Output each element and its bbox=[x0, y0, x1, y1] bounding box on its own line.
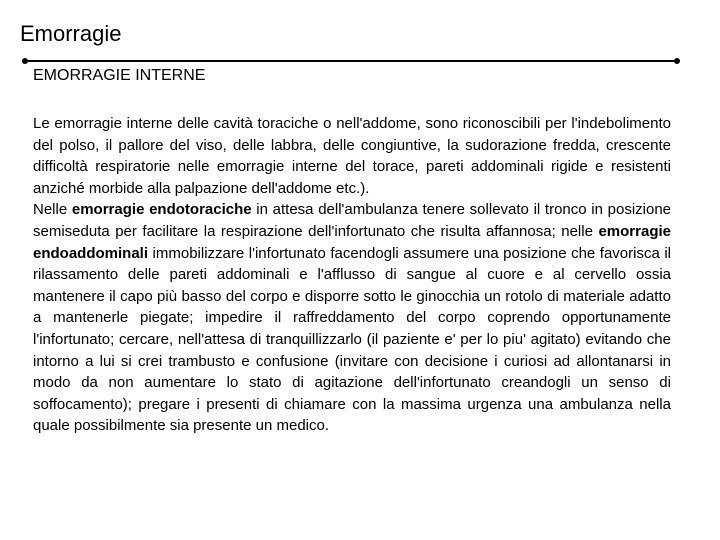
divider-dot-right bbox=[674, 58, 680, 64]
section-heading: EMORRAGIE INTERNE bbox=[33, 67, 206, 84]
title-divider bbox=[22, 58, 680, 64]
bold-term-endotoraciche: emorragie endotoraciche bbox=[71, 201, 252, 219]
paragraph-2-text-2: in attesa dell'ambulanza tenere sollevato il tronco in posizione semiseduta per facilitare la respirazione dell'infortunato che risulta affannosa; nelle bbox=[33, 201, 672, 240]
divider-line bbox=[25, 60, 677, 62]
slide-title: Emorragie bbox=[20, 21, 122, 46]
paragraph-2 bbox=[33, 199, 671, 437]
paragraph-2-text-1: Nelle bbox=[33, 201, 72, 219]
paragraph-2-text-3: immobilizzare l'infortunato facendogli assumere una posizione che favorisca il rilassamento delle pareti addominali e l'afflusso di sangue al cuore e al cervello ossia mantenere il capo più basso del corpo e disporre sotto le ginocchia un rotolo di materiale adatto a mantenerle piegate; impedire il raffreddamento del corpo coprendo opportunamente l'infortunato; cercare, nell'attesa di tranquillizzarlo (il paziente e' per lo piu' agitato) evitando che intorno a lui si crei trambusto e confusione (invitare con decisione i curiosi ad allontanarsi in modo da non aumentare lo stato di agitazione dell'infortunato creandogli un senso di soffocamento); pregare i presenti di chiamare con la massima urgenza una ambulanza nella quale possibilmente sia presente un medico. bbox=[33, 244, 671, 435]
paragraph-1: Le emorragie interne delle cavità toraciche o nell'addome, sono riconoscibili per l'indebolimento del polso, il pallore del viso, delle labbra, delle congiuntive, la sudorazione fredda, crescente difficoltà respiratorie nelle emorragie interne del torace, pareti addominali rigide e resistenti anziché morbide alla palpazione dell'addome etc.). bbox=[33, 115, 671, 197]
body-text bbox=[33, 113, 671, 437]
divider-dot-left bbox=[22, 58, 28, 64]
bold-term-endoaddominali: emorragie endoaddominali bbox=[33, 222, 671, 262]
